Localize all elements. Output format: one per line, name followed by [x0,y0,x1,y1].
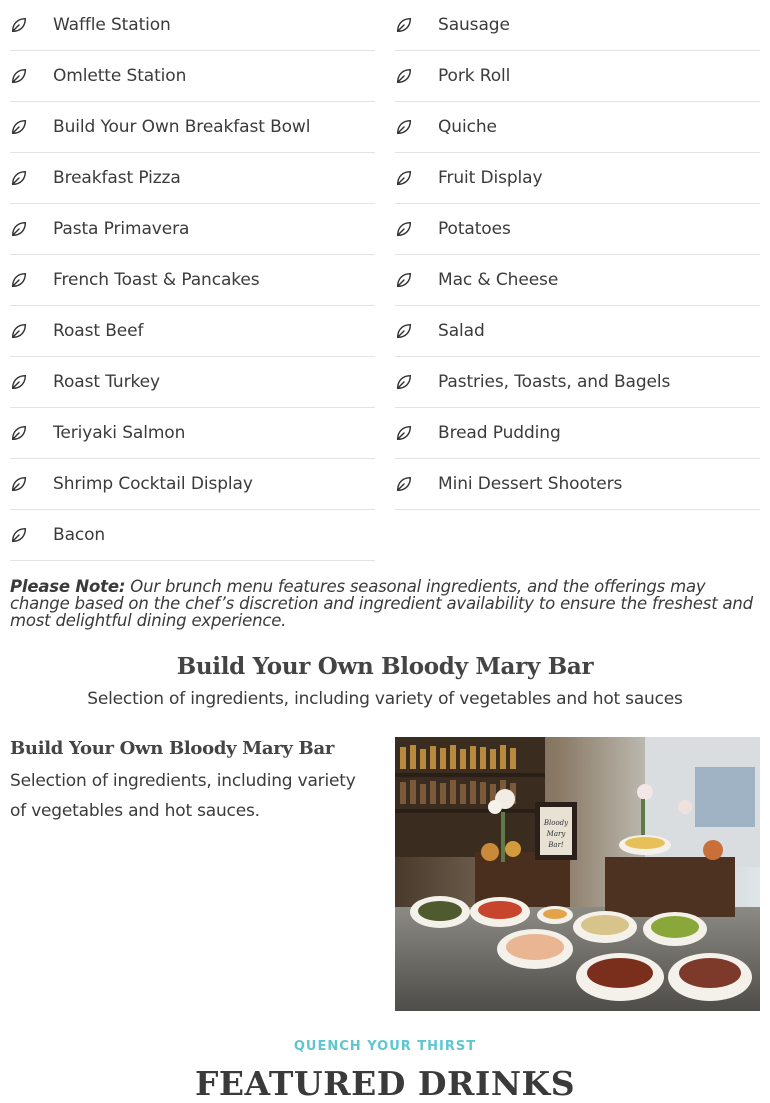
menu-item-label: Bacon [53,525,106,545]
leaf-icon [10,218,53,240]
brunch-menu-grid [10,0,760,561]
menu-item [395,357,760,408]
menu-item-label: Potatoes [438,219,511,239]
leaf-icon [395,218,438,240]
leaf-icon [395,116,438,138]
menu-item-label: Omlette Station [53,66,187,86]
leaf-icon [10,167,53,189]
menu-item-label: Waffle Station [53,15,171,35]
bloody-mary-card-title: Build Your Own Bloody Mary Bar [10,738,335,759]
leaf-icon [395,320,438,342]
leaf-icon [395,167,438,189]
menu-item [10,204,375,255]
leaf-icon [395,422,438,444]
drinks-eyebrow: QUENCH YOUR THIRST [293,1039,477,1054]
menu-item [10,0,375,51]
menu-item [10,255,375,306]
menu-item-label: Salad [438,321,485,341]
svg-text:Bar!: Bar! [548,841,564,849]
menu-item-label: Shrimp Cocktail Display [53,474,253,494]
leaf-icon [10,371,53,393]
leaf-icon [10,14,53,36]
menu-item [395,102,760,153]
svg-text:Mary: Mary [546,830,566,838]
menu-item [10,102,375,153]
menu-item-label: Roast Beef [53,321,144,341]
menu-item-label: Fruit Display [438,168,543,188]
leaf-icon [10,269,53,291]
menu-item-label: Bread Pudding [438,423,561,443]
menu-item-label: Pastries, Toasts, and Bagels [438,372,671,392]
menu-item-label: Teriyaki Salmon [53,423,186,443]
svg-text:Bloody: Bloody [543,819,569,827]
leaf-icon [10,65,53,87]
menu-item [10,306,375,357]
menu-item-label: Mac & Cheese [438,270,559,290]
menu-item [395,204,760,255]
menu-item [10,51,375,102]
leaf-icon [395,371,438,393]
menu-item-label: Roast Turkey [53,372,160,392]
menu-item-label: Sausage [438,15,510,35]
menu-item [395,306,760,357]
leaf-icon [10,116,53,138]
menu-item [10,357,375,408]
menu-item-label: Mini Dessert Shooters [438,474,623,494]
menu-item-label: French Toast & Pancakes [53,270,260,290]
featured-drinks-title: FEATURED DRINKS [194,1064,576,1103]
menu-item-label: Breakfast Pizza [53,168,181,188]
menu-item [10,153,375,204]
leaf-icon [395,473,438,495]
bloody-mary-card-text: Selection of ingredients, including variety of vegetables and hot sauces. [10,771,356,821]
menu-item [395,0,760,51]
menu-item-label: Pork Roll [438,66,511,86]
leaf-icon [10,473,53,495]
leaf-icon [395,65,438,87]
leaf-icon [395,14,438,36]
menu-item-label: Quiche [438,117,497,137]
leaf-icon [395,269,438,291]
bloody-mary-bar-photo [395,737,760,1011]
leaf-icon [10,320,53,342]
menu-column-left [10,0,375,561]
menu-item [10,408,375,459]
menu-item [10,510,375,561]
menu-item [395,459,760,510]
leaf-icon [10,524,53,546]
menu-item [10,459,375,510]
menu-column-right [395,0,760,561]
please-note-text: Our brunch menu features seasonal ingredients, and the offerings may change based on the chef’s discretion and ingredient availability to ensure the freshest and most delightful dining experience. [10,577,753,630]
menu-item [395,255,760,306]
menu-item-label: Build Your Own Breakfast Bowl [53,117,311,137]
menu-item [395,153,760,204]
menu-item-label: Pasta Primavera [53,219,190,239]
please-note-label: Please Note: [10,577,126,596]
leaf-icon [10,422,53,444]
please-note [10,578,765,629]
bloody-mary-section-title: Build Your Own Bloody Mary Bar [176,653,594,680]
menu-item [395,408,760,459]
bloody-mary-bar-photo-illustration [395,737,760,1011]
bloody-mary-section-subtitle: Selection of ingredients, including variety of vegetables and hot sauces [87,689,683,709]
menu-item [395,51,760,102]
